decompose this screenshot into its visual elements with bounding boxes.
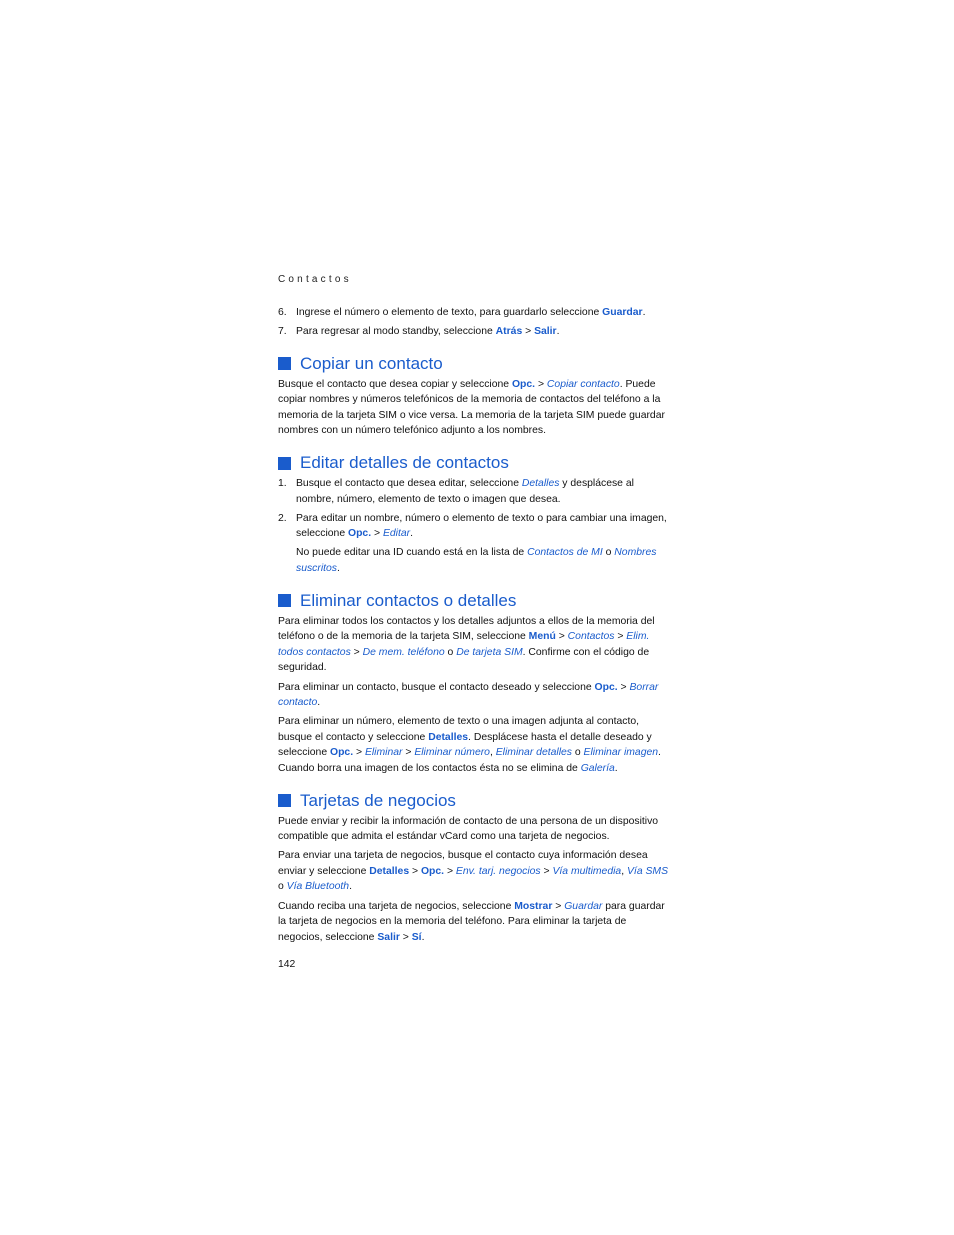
paragraph: Para eliminar un número, elemento de texto o una imagen adjunta al contacto, busque el contacto y seleccione Detalles. Desplácese hasta el detalle deseado y seleccione Opc. > Eliminar > Eliminar número, Eliminar detalles o Eliminar imagen. Cuando borra una imagen de los contactos ésta no se elimina de Galería.: [278, 716, 661, 774]
square-bullet-icon: [278, 457, 291, 470]
paragraph: Cuando reciba una tarjeta de negocios, seleccione Mostrar > Guardar para guardar la tarjeta de negocios en la memoria del teléfono. Para eliminar la tarjeta de negocios, seleccione Salir > Sí.: [278, 900, 665, 943]
square-bullet-icon: [278, 594, 291, 607]
section-heading-tarjetas: Tarjetas de negocios: [278, 791, 668, 811]
step-number: 7.: [278, 326, 287, 338]
step-1: 1. Busque el contacto que desea editar, seleccione Detalles y desplácese al nombre, número, elemento de texto o imagen que desea.: [278, 478, 634, 505]
page-number: 142: [278, 959, 296, 971]
running-head: Contactos: [278, 274, 352, 285]
page-content: [278, 274, 668, 970]
section-heading-editar: Editar detalles de contactos: [278, 453, 668, 473]
square-bullet-icon: [278, 357, 291, 370]
step-2: 2. Para editar un nombre, número o elemento de texto o para cambiar una imagen, seleccione Opc. > Editar.: [278, 512, 667, 540]
step-number: 6.: [278, 307, 287, 318]
note-paragraph: No puede editar una ID cuando está en la lista de Contactos de MI o Nombres suscritos.: [296, 547, 657, 575]
paragraph: Para eliminar un contacto, busque el contacto deseado y seleccione Opc. > Borrar contacto.: [278, 681, 659, 709]
paragraph: Puede enviar y recibir la información de contacto de una persona de un dispositivo compatible que admita el estándar vCard como una tarjeta de negocios.: [278, 815, 659, 843]
paragraph: Para eliminar todos los contactos y los detalles adjuntos a ellos de la memoria del teléfono o de la memoria de la tarjeta SIM, seleccione Menú > Contactos > Elim. todos contactos > De mem. teléfono o De tarjeta SIM. Confirme con el código de seguridad.: [278, 615, 655, 674]
paragraph: Para enviar una tarjeta de negocios, busque el contacto cuya información desea enviar y seleccione Detalles > Opc. > Env. tarj. negocios > Vía multimedia, Vía SMS o Vía Bluetooth.: [278, 850, 668, 893]
step-7: 7. Para regresar al modo standby, seleccione Atrás > Salir.: [278, 324, 668, 340]
step-6: 6. Ingrese el número o elemento de texto, para guardarlo seleccione Guardar.: [278, 305, 668, 321]
section-heading-copiar: Copiar un contacto: [278, 354, 668, 374]
guardar-key: Guardar: [602, 307, 643, 318]
section-heading-eliminar: Eliminar contactos o detalles: [278, 591, 668, 611]
paragraph: Busque el contacto que desea copiar y seleccione Opc. > Copiar contacto. Puede copiar nombres y números telefónicos de la memoria de contactos del teléfono a la memoria de la tarjeta SIM o vice versa. La memoria de la tarjeta SIM puede guardar nombres con un número telefónico adjunto a los nombres.: [278, 378, 665, 437]
square-bullet-icon: [278, 794, 291, 807]
